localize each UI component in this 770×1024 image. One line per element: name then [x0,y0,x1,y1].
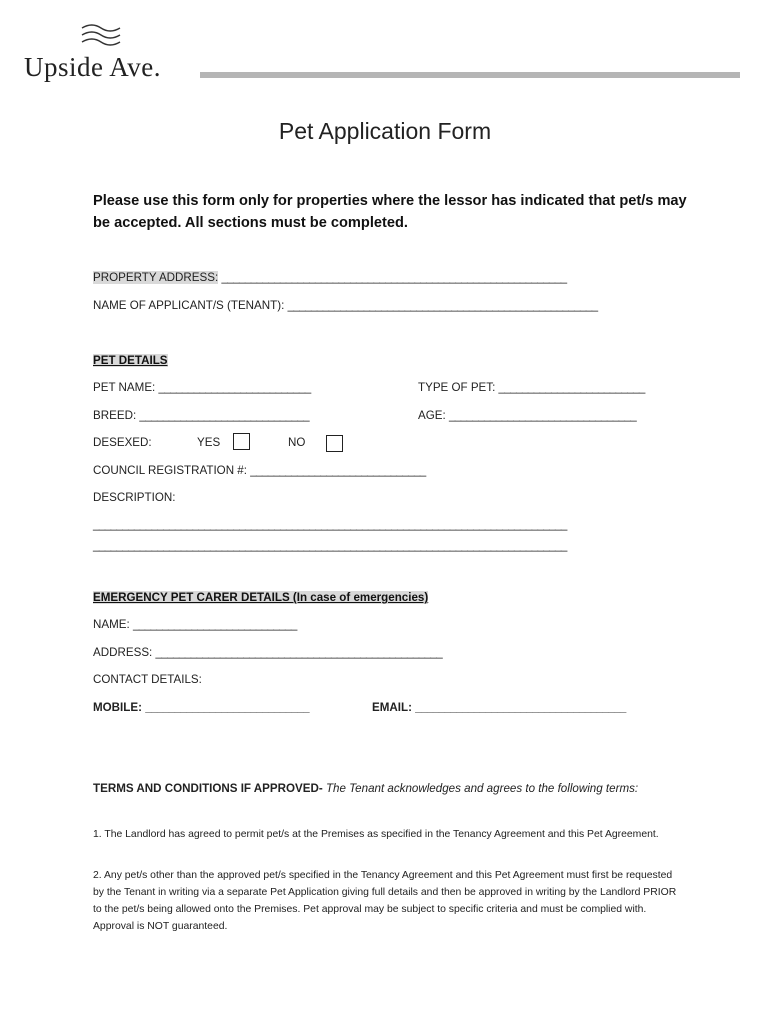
council-registration-field[interactable] [93,464,426,477]
breed-blank[interactable]: _____________________________ [139,409,309,422]
pet-details-heading: PET DETAILS [93,354,168,367]
terms-heading [93,780,673,798]
age-blank[interactable]: ________________________________ [448,409,637,422]
waves-logo-icon [80,22,122,48]
email-field[interactable] [372,701,626,714]
applicant-name-field[interactable] [93,299,598,312]
pet-type-field[interactable] [418,381,645,394]
council-registration-label: COUNCIL REGISTRATION #: [93,464,247,477]
mobile-label: MOBILE: [93,701,142,714]
page-title: Pet Application Form [278,118,492,144]
desexed-yes-checkbox[interactable] [233,433,250,450]
applicant-name-blank[interactable]: _____________________________________________________ [287,299,598,312]
desexed-yes-label: YES [197,436,221,449]
breed-field[interactable] [93,409,309,422]
carer-address-field[interactable] [93,646,442,659]
carer-address-blank[interactable]: _________________________________________________ [155,646,443,659]
carer-name-label: NAME: [93,618,130,631]
mobile-blank[interactable]: ____________________________ [145,701,309,714]
description-line-2[interactable]: _________________________________________________________________________________ [93,539,567,552]
terms-heading-italic: The Tenant acknowledges and agrees to the following terms: [322,782,639,795]
desexed-label: DESEXED: [93,436,152,449]
pet-type-label: TYPE OF PET: [418,381,496,394]
email-blank[interactable]: ____________________________________ [415,701,626,714]
carer-address-label: ADDRESS: [93,646,153,659]
desexed-no-checkbox[interactable] [326,435,343,452]
age-label: AGE: [418,409,446,422]
pet-name-blank[interactable]: __________________________ [158,381,311,394]
property-address-field[interactable] [93,271,566,284]
terms-heading-bold: TERMS AND CONDITIONS IF APPROVED- [93,782,323,795]
pet-name-field[interactable] [93,381,311,394]
mobile-field[interactable] [93,701,309,714]
desexed-no-label: NO [288,436,306,449]
emergency-carer-heading: EMERGENCY PET CARER DETAILS (In case of emergencies) [93,591,429,604]
carer-name-blank[interactable]: ____________________________ [132,618,297,631]
property-address-label: PROPERTY ADDRESS: [93,271,219,284]
term-item-2: 2. Any pet/s other than the approved pet/s specified in the Tenancy Agreement and this Pet Agreement must first be requested by the Tenant in writing via a separate Pet Application giving full details and then be approved in writing by the Landlord PRIOR to the pet/s being allowed onto the Premises. Pet approval may be subject to specific criteria and must be complied with. Approval is NOT guaranteed. [93,870,677,932]
description-line-1[interactable]: _________________________________________________________________________________ [93,518,567,531]
breed-label: BREED: [93,409,137,422]
pet-type-blank[interactable]: _________________________ [498,381,645,394]
email-label: EMAIL: [372,701,412,714]
carer-name-field[interactable] [93,618,297,631]
council-registration-blank[interactable]: ______________________________ [250,464,426,477]
term-item-1: 1. The Landlord has agreed to permit pet/s at the Premises as specified in the Tenancy Agreement and this Pet Agreement. [93,829,659,840]
description-label: DESCRIPTION: [93,491,176,504]
property-address-blank[interactable]: ___________________________________________________________ [221,271,567,284]
age-field[interactable] [418,409,636,422]
pet-name-label: PET NAME: [93,381,156,394]
applicant-name-label: NAME OF APPLICANT/S (TENANT): [93,299,285,312]
contact-details-label: CONTACT DETAILS: [93,673,202,686]
brand-logo: Upside Ave. [24,52,161,82]
header-rule [200,72,740,78]
intro-text: Please use this form only for properties where the lessor has indicated that pet/s may be accepted. All sections must be completed. [93,193,687,231]
